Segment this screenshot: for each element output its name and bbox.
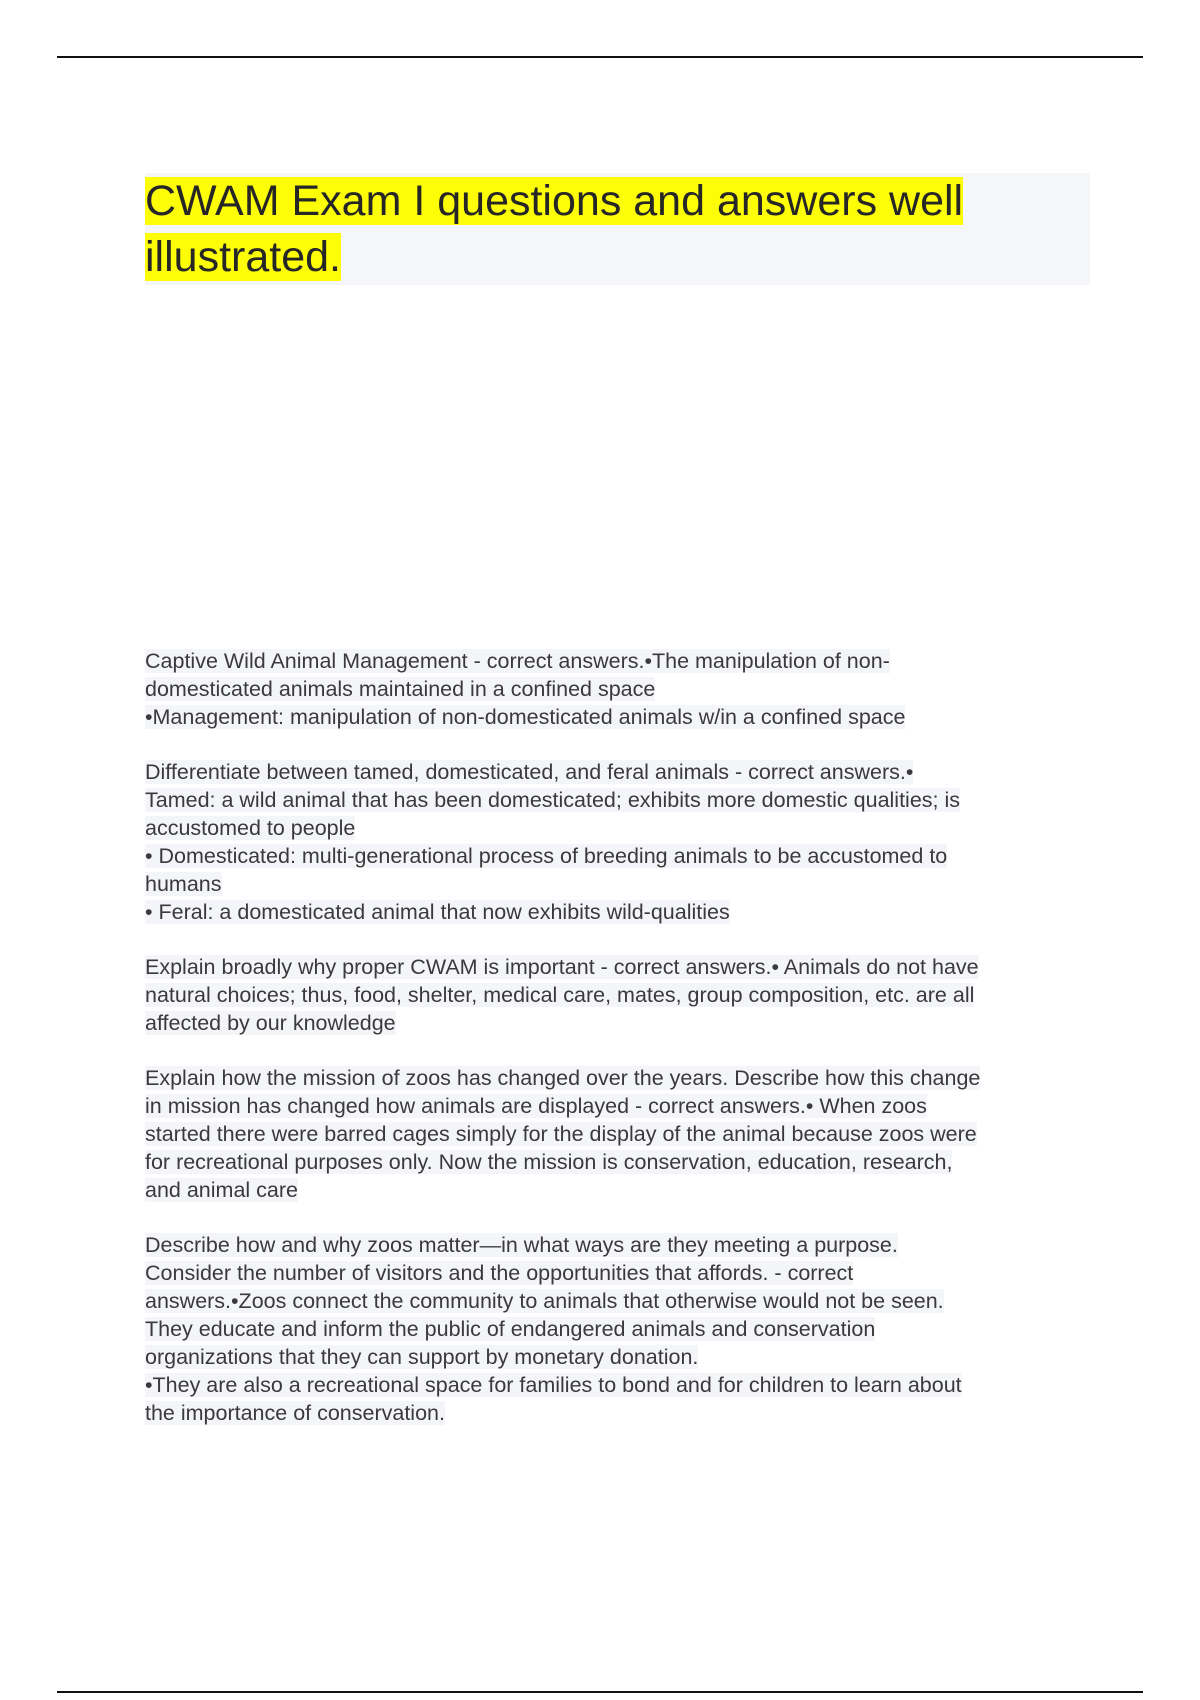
qa-line-text: Explain broadly why proper CWAM is important - correct answers.• Animals do not have <box>145 955 979 979</box>
qa-line <box>145 1176 1095 1204</box>
qa-line <box>145 647 1095 675</box>
qa-line <box>145 953 1095 981</box>
qa-line <box>145 842 1095 870</box>
qa-item <box>145 647 1095 731</box>
qa-line-text: affected by our knowledge <box>145 1011 396 1035</box>
qa-line <box>145 1343 1095 1371</box>
qa-line-text: answers.•Zoos connect the community to animals that otherwise would not be seen. <box>145 1289 944 1313</box>
qa-line-text: humans <box>145 872 222 896</box>
qa-line <box>145 1399 1095 1427</box>
qa-line <box>145 1315 1095 1343</box>
qa-item <box>145 758 1095 926</box>
qa-line <box>145 1064 1095 1092</box>
qa-line <box>145 1092 1095 1120</box>
qa-line-text: accustomed to people <box>145 816 356 840</box>
qa-line-text: started there were barred cages simply for the display of the animal because zoos were <box>145 1122 977 1146</box>
qa-item <box>145 953 1095 1037</box>
qa-line <box>145 758 1095 786</box>
qa-line-text: domesticated animals maintained in a confined space <box>145 677 656 701</box>
qa-line-text: the importance of conservation. <box>145 1401 445 1425</box>
document-title: CWAM Exam I questions and answers well illustrated. <box>145 177 964 281</box>
qa-item <box>145 1064 1095 1204</box>
qa-line <box>145 1259 1095 1287</box>
qa-line <box>145 786 1095 814</box>
qa-line <box>145 870 1095 898</box>
qa-line-text: •Management: manipulation of non-domesticated animals w/in a confined space <box>145 705 906 729</box>
qa-line-text: for recreational purposes only. Now the mission is conservation, education, research, <box>145 1150 953 1174</box>
qa-line-text: • Feral: a domesticated animal that now exhibits wild-qualities <box>145 900 730 924</box>
qa-line <box>145 814 1095 842</box>
bottom-rule <box>57 1691 1143 1693</box>
qa-line-text: Captive Wild Animal Management - correct answers.•The manipulation of non- <box>145 649 890 673</box>
qa-line-text: and animal care <box>145 1178 298 1202</box>
qa-line <box>145 1120 1095 1148</box>
qa-line <box>145 898 1095 926</box>
qa-line <box>145 981 1095 1009</box>
qa-line <box>145 1371 1095 1399</box>
qa-line-text: Explain how the mission of zoos has changed over the years. Describe how this change <box>145 1066 981 1090</box>
qa-line-text: •They are also a recreational space for families to bond and for children to learn about <box>145 1373 962 1397</box>
qa-line <box>145 675 1095 703</box>
qa-line <box>145 1009 1095 1037</box>
qa-line-text: Differentiate between tamed, domesticated, and feral animals - correct answers.• <box>145 760 914 784</box>
qa-line-text: in mission has changed how animals are displayed - correct answers.• When zoos <box>145 1094 927 1118</box>
qa-line <box>145 1231 1095 1259</box>
qa-line-text: Tamed: a wild animal that has been domesticated; exhibits more domestic qualities; is <box>145 788 961 812</box>
qa-line-text: • Domesticated: multi-generational process of breeding animals to be accustomed to <box>145 844 948 868</box>
qa-item <box>145 1231 1095 1427</box>
qa-line-text: organizations that they can support by monetary donation. <box>145 1345 699 1369</box>
document-title-block <box>145 173 1090 285</box>
qa-line <box>145 1287 1095 1315</box>
qa-line-text: Describe how and why zoos matter—in what ways are they meeting a purpose. <box>145 1233 898 1257</box>
qa-line <box>145 1148 1095 1176</box>
qa-line <box>145 703 1095 731</box>
qa-line-text: natural choices; thus, food, shelter, medical care, mates, group composition, etc. are all <box>145 983 975 1007</box>
qa-line-text: Consider the number of visitors and the opportunities that affords. - correct <box>145 1261 854 1285</box>
qa-line-text: They educate and inform the public of endangered animals and conservation <box>145 1317 876 1341</box>
top-rule <box>57 56 1143 58</box>
qa-content <box>145 647 1095 1454</box>
